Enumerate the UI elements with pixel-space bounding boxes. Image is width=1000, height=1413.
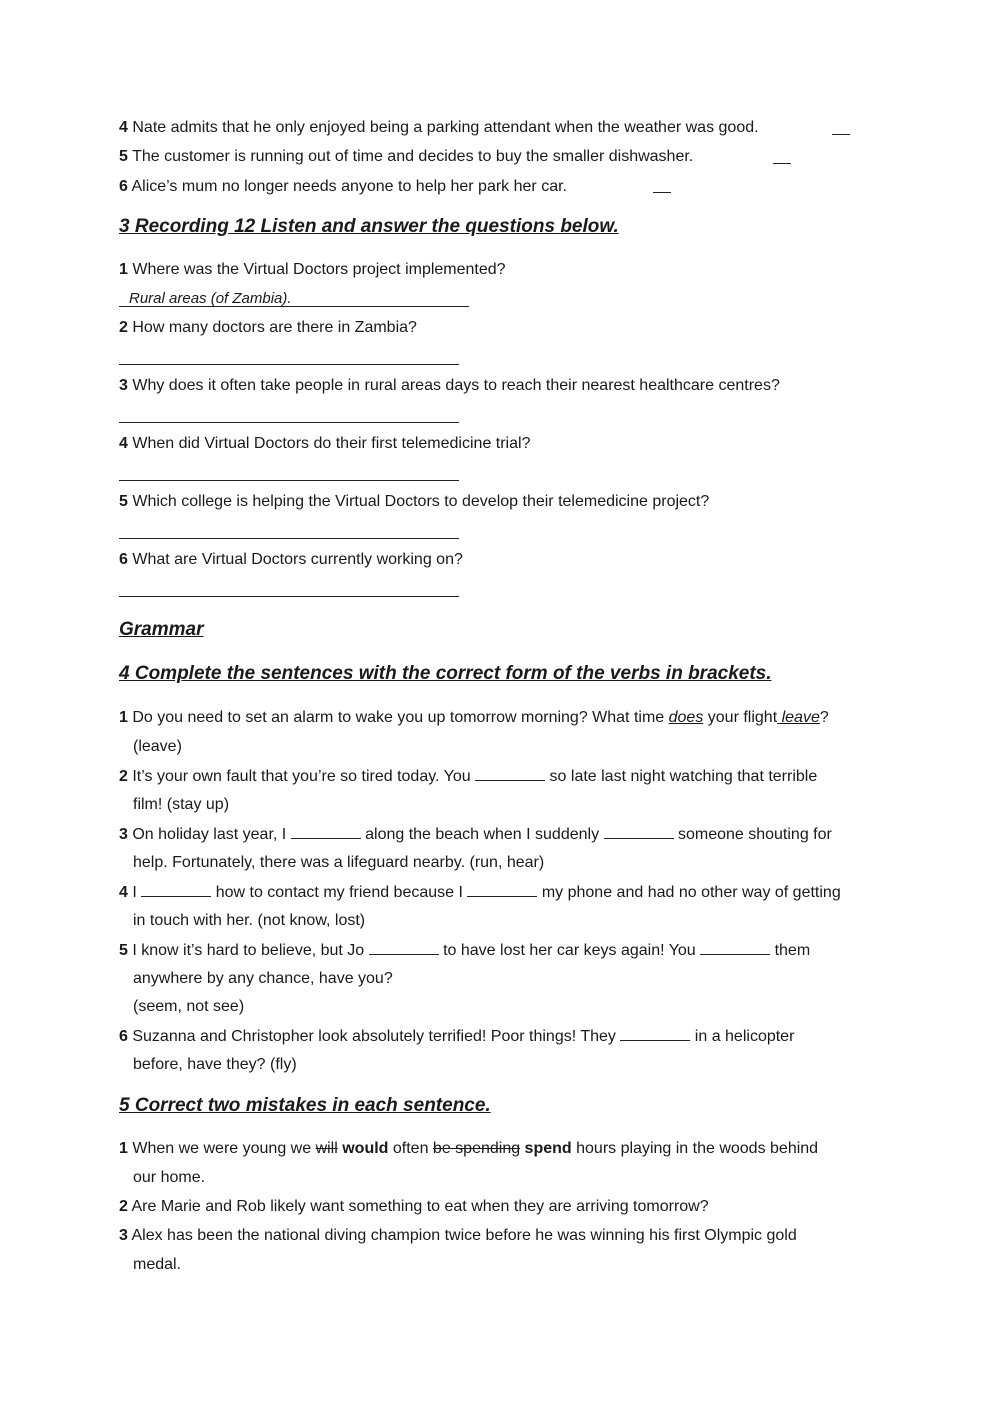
item-number: 1 (119, 1140, 128, 1157)
item-text: my phone and had no other way of getting (537, 884, 841, 901)
answer-line[interactable] (119, 364, 459, 365)
item-text: Alice’s mum no longer needs anyone to help her park her car. (131, 178, 567, 195)
answer-text: Rural areas (of Zambia). (129, 290, 292, 307)
item-number: 2 (119, 1198, 128, 1215)
item-continuation: before, have they? (fly) (133, 1056, 297, 1073)
answer-blank[interactable] (653, 192, 671, 193)
item-number: 5 (119, 493, 128, 510)
item-number: 6 (119, 1028, 128, 1045)
item-number: 5 (119, 942, 128, 959)
section-3-heading: 3 Recording 12 Listen and answer the questions below. (119, 216, 619, 237)
answer-blank[interactable] (700, 940, 770, 955)
item-text: It’s your own fault that you’re so tired today. You (132, 768, 476, 785)
question-text: How many doctors are there in Zambia? (132, 319, 417, 336)
part2-item-5 (119, 147, 693, 167)
question-3 (119, 376, 780, 396)
item-text: to have lost her car keys again! You (438, 942, 701, 959)
s4-item-5 (119, 940, 810, 961)
item-text: When we were young we (132, 1140, 316, 1157)
item-text: ? (819, 709, 829, 726)
s5-item-1 (119, 1139, 818, 1159)
question-text: What are Virtual Doctors currently working on? (132, 551, 463, 568)
question-6 (119, 550, 463, 570)
item-text: On holiday last year, I (132, 826, 291, 843)
filled-answer: leave (777, 709, 820, 726)
item-text: Suzanna and Christopher look absolutely terrified! Poor things! They (132, 1028, 621, 1045)
item-text: The customer is running out of time and decides to buy the smaller dishwasher. (132, 148, 694, 165)
item-number: 4 (119, 119, 128, 136)
s4-item-6 (119, 1026, 794, 1047)
question-text: Why does it often take people in rural areas days to reach their nearest healthcare centres? (132, 377, 780, 394)
item-text: often (388, 1140, 433, 1157)
item-text: someone shouting for (673, 826, 832, 843)
item-number: 1 (119, 709, 128, 726)
answer-line[interactable] (119, 538, 459, 539)
item-number: 2 (119, 768, 128, 785)
section-5-heading: 5 Correct two mistakes in each sentence. (119, 1095, 491, 1116)
question-text: When did Virtual Doctors do their first telemedicine trial? (132, 435, 531, 452)
item-continuation: (leave) (133, 738, 182, 755)
answer-blank[interactable] (475, 766, 545, 781)
answer-blank[interactable] (620, 1026, 690, 1041)
part2-item-4 (119, 118, 759, 138)
correction: spend (520, 1140, 572, 1157)
item-continuation: in touch with her. (not know, lost) (133, 912, 366, 929)
item-text: Do you need to set an alarm to wake you up tomorrow morning? What time (132, 709, 669, 726)
filled-answer: does (668, 709, 704, 726)
question-2 (119, 318, 417, 338)
item-text: hours playing in the woods behind (571, 1140, 819, 1157)
item-text: Are Marie and Rob likely want something to eat when they are arriving tomorrow? (131, 1198, 709, 1215)
item-continuation: anywhere by any chance, have you? (133, 970, 393, 987)
s4-item-3 (119, 824, 832, 845)
answer-blank[interactable] (369, 940, 439, 955)
item-continuation: film! (stay up) (133, 796, 230, 813)
item-number: 4 (119, 884, 128, 901)
item-text: along the beach when I suddenly (360, 826, 604, 843)
item-text: I (132, 884, 142, 901)
answer-blank[interactable] (604, 824, 674, 839)
struck-word: be spending (432, 1140, 521, 1157)
answer-blank[interactable] (291, 824, 361, 839)
worksheet-page (119, 0, 899, 1413)
grammar-title: Grammar (119, 619, 204, 640)
answer-line[interactable] (119, 422, 459, 423)
item-number: 3 (119, 377, 128, 394)
question-5 (119, 492, 709, 512)
item-number: 3 (119, 1227, 128, 1244)
struck-word: will (315, 1140, 338, 1157)
item-text: so late last night watching that terrible (545, 768, 818, 785)
answer-line[interactable] (119, 596, 459, 597)
item-number: 2 (119, 319, 128, 336)
question-4 (119, 434, 530, 454)
correction: would (337, 1140, 389, 1157)
item-number: 5 (119, 148, 128, 165)
question-text: Where was the Virtual Doctors project implemented? (132, 261, 506, 278)
item-number: 6 (119, 178, 128, 195)
part2-item-6 (119, 177, 567, 197)
item-continuation: help. Fortunately, there was a lifeguard nearby. (run, hear) (133, 854, 545, 871)
item-continuation: our home. (133, 1169, 206, 1186)
item-text: how to contact my friend because I (211, 884, 468, 901)
item-continuation: medal. (133, 1256, 182, 1273)
answer-blank[interactable] (832, 134, 850, 135)
item-text: Nate admits that he only enjoyed being a parking attendant when the weather was good. (132, 119, 759, 136)
s4-item-2 (119, 766, 817, 787)
item-text: I know it’s hard to believe, but Jo (132, 942, 369, 959)
answer-blank[interactable] (773, 163, 791, 164)
question-text: Which college is helping the Virtual Doctors to develop their telemedicine project? (132, 493, 710, 510)
s4-item-4 (119, 882, 841, 903)
answer-blank[interactable] (467, 882, 537, 897)
item-text: your flight (703, 709, 778, 726)
question-1 (119, 260, 506, 280)
item-number: 6 (119, 551, 128, 568)
answer-blank[interactable] (141, 882, 211, 897)
item-number: 3 (119, 826, 128, 843)
item-text: in a helicopter (690, 1028, 795, 1045)
item-number: 4 (119, 435, 128, 452)
item-continuation: (seem, not see) (133, 998, 245, 1015)
answer-line[interactable] (119, 306, 469, 307)
item-text: Alex has been the national diving champion twice before he was winning his first Olympic gold (131, 1227, 797, 1244)
s5-item-3 (119, 1226, 797, 1246)
item-number: 1 (119, 261, 128, 278)
item-text: them (770, 942, 811, 959)
section-4-heading: 4 Complete the sentences with the correct form of the verbs in brackets. (119, 663, 772, 684)
answer-line[interactable] (119, 480, 459, 481)
s5-item-2 (119, 1197, 709, 1217)
s4-item-1 (119, 708, 829, 728)
